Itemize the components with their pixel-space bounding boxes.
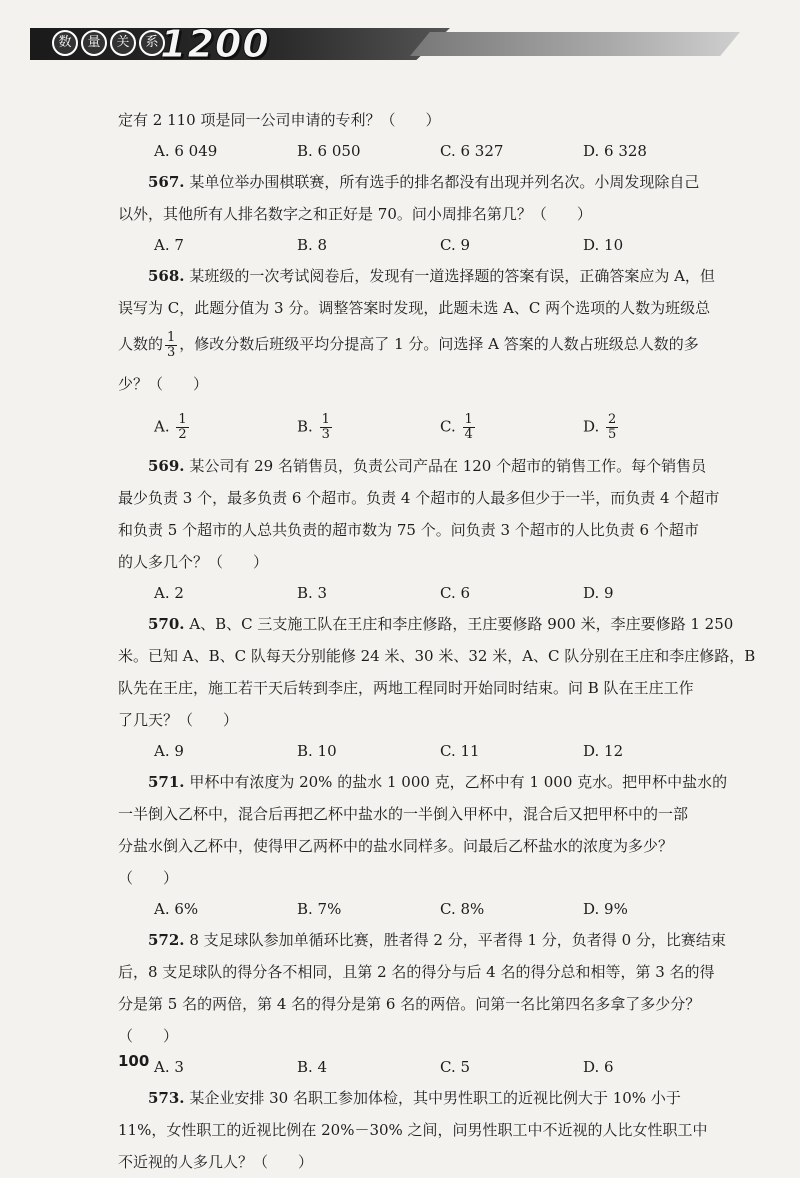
question-text: 分盐水倒入乙杯中，使得甲乙两杯中的盐水同样多。问最后乙杯盐水的浓度为多少？	[118, 837, 674, 855]
question-text: 误写为 C，此题分值为 3 分。调整答案时发现，此题未选 A、C 两个选项的人数为班级总	[118, 299, 711, 317]
question-text: 一半倒入乙杯中，混合后再把乙杯中盐水的一半倒入甲杯中，混合后又把甲杯中的一部	[118, 805, 689, 823]
page-header	[0, 18, 800, 74]
question-number: 571.	[148, 773, 185, 791]
question-568	[118, 260, 738, 292]
question-573	[118, 1082, 738, 1114]
question-number: 568.	[148, 267, 185, 285]
option: C. 9	[440, 236, 471, 254]
option: C. 11	[440, 742, 480, 760]
question-text: 和负责 5 个超市的人总共负责的超市数为 75 个。问负责 3 个超市的人比负责 6 个超市	[118, 521, 699, 539]
question-text: 某公司有 29 名销售员，负责公司产品在 120 个超市的销售工作。每个销售员	[189, 457, 707, 475]
fraction	[463, 413, 475, 442]
question-text: 甲杯中有浓度为 20% 的盐水 1 000 克，乙杯中有 1 000 克水。把甲杯中盐水的	[189, 773, 728, 791]
option: D. 6	[583, 1058, 614, 1076]
fraction-denominator: 5	[608, 426, 617, 442]
option: C. 8%	[440, 900, 485, 918]
question-text: 某企业安排 30 名职工参加体检，其中男性职工的近视比例大于 10% 小于	[189, 1089, 681, 1107]
question-options	[118, 230, 738, 260]
fraction-numerator: 2	[608, 411, 617, 427]
fraction-numerator: 1	[178, 411, 187, 427]
question-number: 573.	[148, 1089, 185, 1107]
question-571	[118, 766, 738, 798]
question-text: 队先在王庄，施工若干天后转到李庄，两地工程同时开始同时结束。问 B 队在王庄工作	[118, 679, 694, 697]
option: D. 10	[583, 236, 624, 254]
question-options	[118, 136, 738, 166]
option-label: C.	[440, 417, 456, 435]
option: C. 6 327	[440, 142, 504, 160]
option: B. 6 050	[297, 142, 361, 160]
option: D. 12	[583, 742, 624, 760]
option-label: D.	[583, 417, 600, 435]
option: B. 4	[297, 1058, 328, 1076]
question-text: 米。已知 A、B、C 队每天分别能修 24 米、30 米、32 米，A、C 队分别在王庄和李庄修路，B	[118, 647, 756, 665]
question-options	[118, 1052, 738, 1082]
series-title	[52, 30, 165, 56]
option: B. 7%	[297, 900, 342, 918]
series-char: 量	[81, 30, 107, 56]
option	[297, 413, 440, 442]
question-options	[118, 894, 738, 924]
option: B. 8	[297, 236, 328, 254]
question-options	[118, 404, 738, 450]
question-options	[118, 578, 738, 608]
option	[154, 413, 297, 442]
question-text: 11%，女性职工的近视比例在 20%－30% 之间，问男性职工中不近视的人比女性职工中	[118, 1121, 708, 1139]
option: A. 3	[154, 1058, 184, 1076]
question-text: （ ）	[118, 1027, 179, 1045]
question-570	[118, 608, 738, 640]
option: B. 10	[297, 742, 337, 760]
option: D. 9%	[583, 900, 628, 918]
fraction-denominator: 3	[321, 426, 330, 442]
series-char: 关	[110, 30, 136, 56]
option: D. 6 328	[583, 142, 647, 160]
option: D. 9	[583, 584, 614, 602]
page-content	[118, 104, 756, 1178]
fraction	[320, 413, 332, 442]
option: A. 7	[154, 236, 184, 254]
question-text: 分是第 5 名的两倍，第 4 名的得分是第 6 名的两倍。问第一名比第四名多拿了多少分？	[118, 995, 701, 1013]
question-number: 572.	[148, 931, 185, 949]
question-text: 某单位举办围棋联赛，所有选手的排名都没有出现并列名次。小周发现除自己	[189, 173, 700, 191]
fraction-numerator: 1	[464, 411, 473, 427]
header-stripe	[410, 32, 740, 56]
question-number: 570.	[148, 615, 185, 633]
question-text: 最少负责 3 个，最多负责 6 个超市。负责 4 个超市的人最多但少于一半，而负责 4 个超市	[118, 489, 720, 507]
question-text: ，修改分数后班级平均分提高了 1 分。问选择 A 答案的人数占班级总人数的多	[179, 335, 699, 353]
question-text: 人数的	[118, 335, 164, 353]
series-char: 系	[139, 30, 165, 56]
option-label: A.	[154, 417, 170, 435]
question-text: （ ）	[118, 869, 179, 887]
page-number: 100	[118, 1052, 150, 1070]
series-number: 1200	[160, 22, 270, 66]
option	[583, 413, 726, 442]
option: C. 6	[440, 584, 471, 602]
option: A. 2	[154, 584, 184, 602]
question-text: 以外，其他所有人排名数字之和正好是 70。问小周排名第几？（ ）	[118, 205, 592, 223]
question-text: 了几天？（ ）	[118, 711, 239, 729]
fraction-denominator: 4	[464, 426, 473, 442]
option: A. 9	[154, 742, 184, 760]
series-char: 数	[52, 30, 78, 56]
fraction	[165, 331, 177, 360]
fraction-numerator: 1	[167, 329, 176, 345]
option: C. 5	[440, 1058, 471, 1076]
question-text: 的人多几个？（ ）	[118, 553, 269, 571]
option-label: B.	[297, 417, 313, 435]
question-text: A、B、C 三支施工队在王庄和李庄修路，王庄要修路 900 米，李庄要修路 1 250	[189, 615, 734, 633]
option: A. 6%	[154, 900, 199, 918]
fraction	[606, 413, 618, 442]
question-number: 569.	[148, 457, 185, 475]
fraction	[176, 413, 188, 442]
fraction-denominator: 3	[167, 344, 176, 360]
question-569	[118, 450, 738, 482]
question-567	[118, 166, 738, 198]
question-number: 567.	[148, 173, 185, 191]
fraction-denominator: 2	[178, 426, 187, 442]
question-text-fraction-line	[118, 324, 738, 364]
question-options	[118, 736, 738, 766]
fraction-numerator: 1	[321, 411, 330, 427]
question-text: 不近视的人多几人？（ ）	[118, 1153, 314, 1171]
option	[440, 413, 583, 442]
option: A. 6 049	[154, 142, 218, 160]
question-572	[118, 924, 738, 956]
question-text: 后，8 支足球队的得分各不相同，且第 2 名的得分与后 4 名的得分总和相等，第 3 名的得	[118, 963, 715, 981]
question-text: 少？（ ）	[118, 375, 209, 393]
option: B. 3	[297, 584, 328, 602]
question-text: 某班级的一次考试阅卷后，发现有一道选择题的答案有误，正确答案应为 A，但	[189, 267, 715, 285]
question-text: 8 支足球队参加单循环比赛，胜者得 2 分，平者得 1 分，负者得 0 分，比赛结束	[189, 931, 726, 949]
question-text: 定有 2 110 项是同一公司申请的专利？（ ）	[118, 111, 441, 129]
